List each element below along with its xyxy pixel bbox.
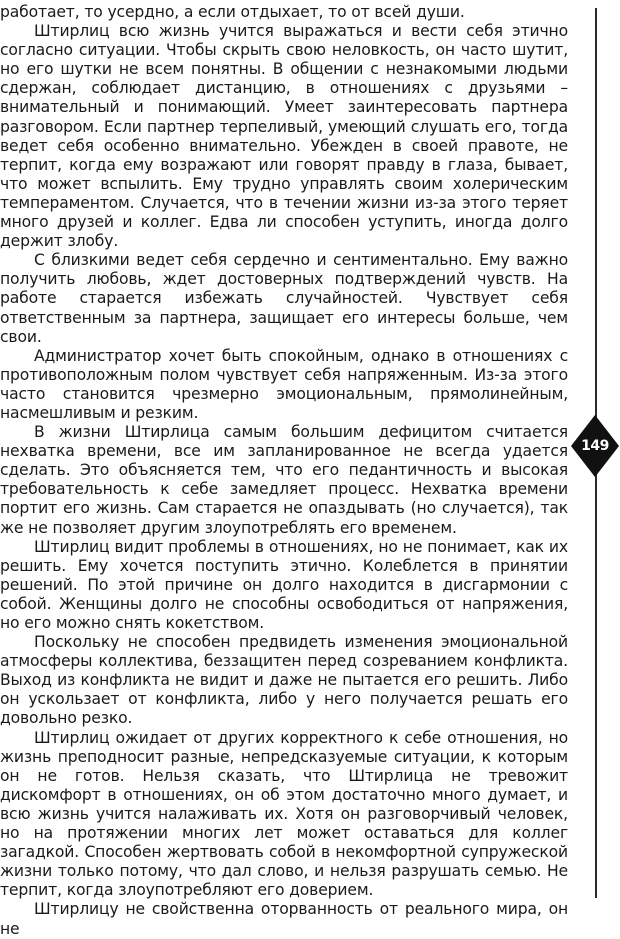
paragraph: В жизни Штирлица самым большим дефицитом считается нехватка времени, все им запланированное не всегда удается сделать. Это объясняется тем, что его педантичность и высокая требовательность к себе замедляет процесс. Нехватка времени портит его жизнь. Сам старается не опаздывать (но случается), так же не позволяет другим злоупотреблять его временем.	[0, 423, 568, 537]
paragraph: Штирлиц видит проблемы в отношениях, но не понимает, как их решить. Ему хочется поступить этично. Колеблется в принятии решений. По этой причине он долго находится в дисгармонии с собой. Женщины долго не способны освободиться от напряжения, но его можно снять кокетством.	[0, 537, 568, 632]
paragraph: Администратор хочет быть спокойным, однако в отношениях с противоположным полом чувствует себя напряженным. Из-за этого часто становится чрезмерно эмоциональным, прямолинейным, насмешливым и резким.	[0, 346, 568, 422]
body-text	[0, 3, 568, 939]
paragraph: С близкими ведет себя сердечно и сентиментально. Ему важно получить любовь, ждет достоверных подтверждений чувств. На работе старается избежать случайностей. Чувствует себя ответственным за партнера, защищает его интересы больше, чем свои.	[0, 251, 568, 346]
paragraph: Штирлиц всю жизнь учится выражаться и вести себя этично согласно ситуации. Чтобы скрыть свою неловкость, он часто шутит, но его шутки не всем понятны. В общении с незнакомыми людьми сдержан, соблюдает дистанцию, в отношениях с друзьями – внимательный и понимающий. Умеет заинтересовать партнера разговором. Если партнер терпеливый, умеющий слушать его, тогда ведет себя особенно внимательно. Убежден в своей правоте, не терпит, когда ему возражают или говорят правду в глаза, бывает, что может вспылить. Ему трудно управлять своим холерическим темпераментом. Случается, что в течении жизни из-за этого теряет много друзей и коллег. Едва ли способен уступить, иногда долго держит злобу.	[0, 22, 568, 251]
paragraph: Штирлицу не свойственна оторванность от реального мира, он не	[0, 900, 568, 938]
paragraph: работает, то усердно, а если отдыхает, то от всей души.	[0, 3, 465, 21]
page-number-badge	[571, 415, 619, 477]
paragraph: Поскольку не способен предвидеть изменения эмоциональной атмосферы коллектива, беззащитен перед созреванием конфликта. Выход из конфликта не видит и даже не пытается его решить. Либо он ускользает от конфликта, либо у него получается решать его довольно резко.	[0, 633, 568, 728]
paragraph: Штирлиц ожидает от других корректного к себе отношения, но жизнь преподносит разные, непредсказуемые ситуации, к которым он не готов. Нельзя сказать, что Штирлица не тревожит дискомфорт в отношениях, он об этом достаточно много думает, и всю жизнь учится налаживать их. Хотя он разговорчивый человек, но на протяжении многих лет может оставаться для коллег загадкой. Способен жертвовать собой в некомфортной супружеской жизни только потому, что дал слово, и нельзя разрушать семью. Не терпит, когда злоупотребляют его доверием.	[0, 728, 568, 900]
page-number: 149	[581, 438, 609, 454]
